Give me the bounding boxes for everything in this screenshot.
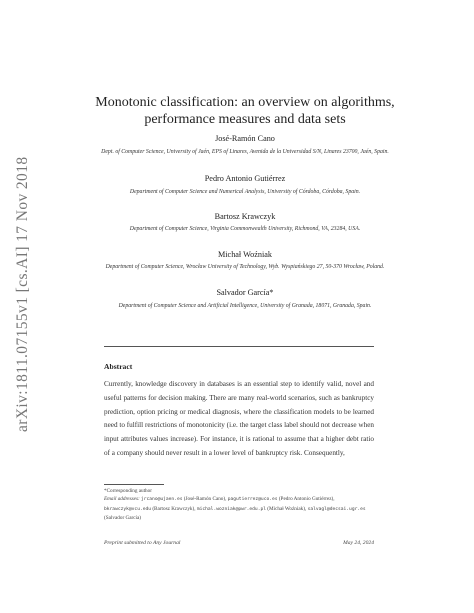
author-affiliation: Department of Computer Science and Artificial Intelligence, University of Granada, 18071, Granada, Spain. <box>118 303 372 309</box>
abstract-top-rule <box>104 346 374 347</box>
author-affiliation: Dept. of Computer Science, University of Jaén, EPS of Linares, Avenida de la Universidad S/N, Linares 23700, Jaén, Spain. <box>101 149 389 155</box>
author-affiliation: Department of Computer Science, Virginia Commonwealth University, Richmond, VA, 23284, USA. <box>129 226 361 232</box>
email-addresses <box>104 495 374 522</box>
author-name: Michał Woźniak <box>218 250 272 259</box>
email-address: bkrawczyk@vcu.edu <box>104 506 152 512</box>
email-owner: (Salvador García) <box>104 515 142 522</box>
author-affiliation: Department of Computer Science, Wrocław University of Technology, Wyb. Wyspiańskiego 27, 50-370 Wrocław, Poland. <box>105 264 385 270</box>
footnote <box>104 487 374 523</box>
abstract-heading: Abstract <box>104 362 133 371</box>
corresponding-author-note: *Corresponding author <box>104 488 152 494</box>
author-name: Bartosz Krawczyk <box>214 212 276 221</box>
author-name: Pedro Antonio Gutiérrez <box>204 174 286 183</box>
paper-title <box>80 94 410 128</box>
preprint-note: Preprint submitted to Any Journal <box>104 540 181 546</box>
email-address: jrcano@ujaen.es <box>140 497 183 503</box>
author-name: José-Ramón Cano <box>215 134 275 143</box>
preprint-date: May 24, 2024 <box>343 540 374 546</box>
arxiv-identifier-stamp: arXiv:1811.07155v1 [cs.AI] 17 Nov 2018 <box>14 156 31 432</box>
title-line-2: performance measures and data sets <box>144 112 346 127</box>
email-owner: (José-Ramón Cano), <box>183 496 227 503</box>
author-name: Salvador García* <box>216 288 274 297</box>
author-affiliation: Department of Computer Science and Numerical Analysis, University of Córdoba, Córdoba, Spain. <box>129 189 361 195</box>
email-address: salvagl@decsai.ugr.es <box>307 506 366 512</box>
title-line-1: Monotonic classification: an overview on algorithms, <box>95 95 395 110</box>
email-address: michal.wozniak@pwr.edu.pl <box>196 506 266 512</box>
email-label: Email addresses: <box>104 496 140 503</box>
abstract-text: Currently, knowledge discovery in databases is an essential step to identify valid, novel and useful patterns for decision making. There are many real-world scenarios, such as bankruptcy prediction, option pricing or medical diagnosis, where the classification models to be learned need to fulfill restrictions of monotonicity (i.e. the target class label should not decrease when input attributes values increase). For instance, it is rational to assume that a higher debt ratio of a company should never result in a lower level of bankruptcy risk. Consequently, <box>104 380 374 457</box>
email-owner: (Pedro Antonio Gutiérrez), <box>278 496 335 503</box>
email-owner: (Michał Woźniak), <box>267 505 307 512</box>
email-address: pagutierrez@uco.es <box>227 497 278 503</box>
email-owner: (Bartosz Krawczyk), <box>152 505 196 512</box>
footnote-rule <box>104 484 164 485</box>
